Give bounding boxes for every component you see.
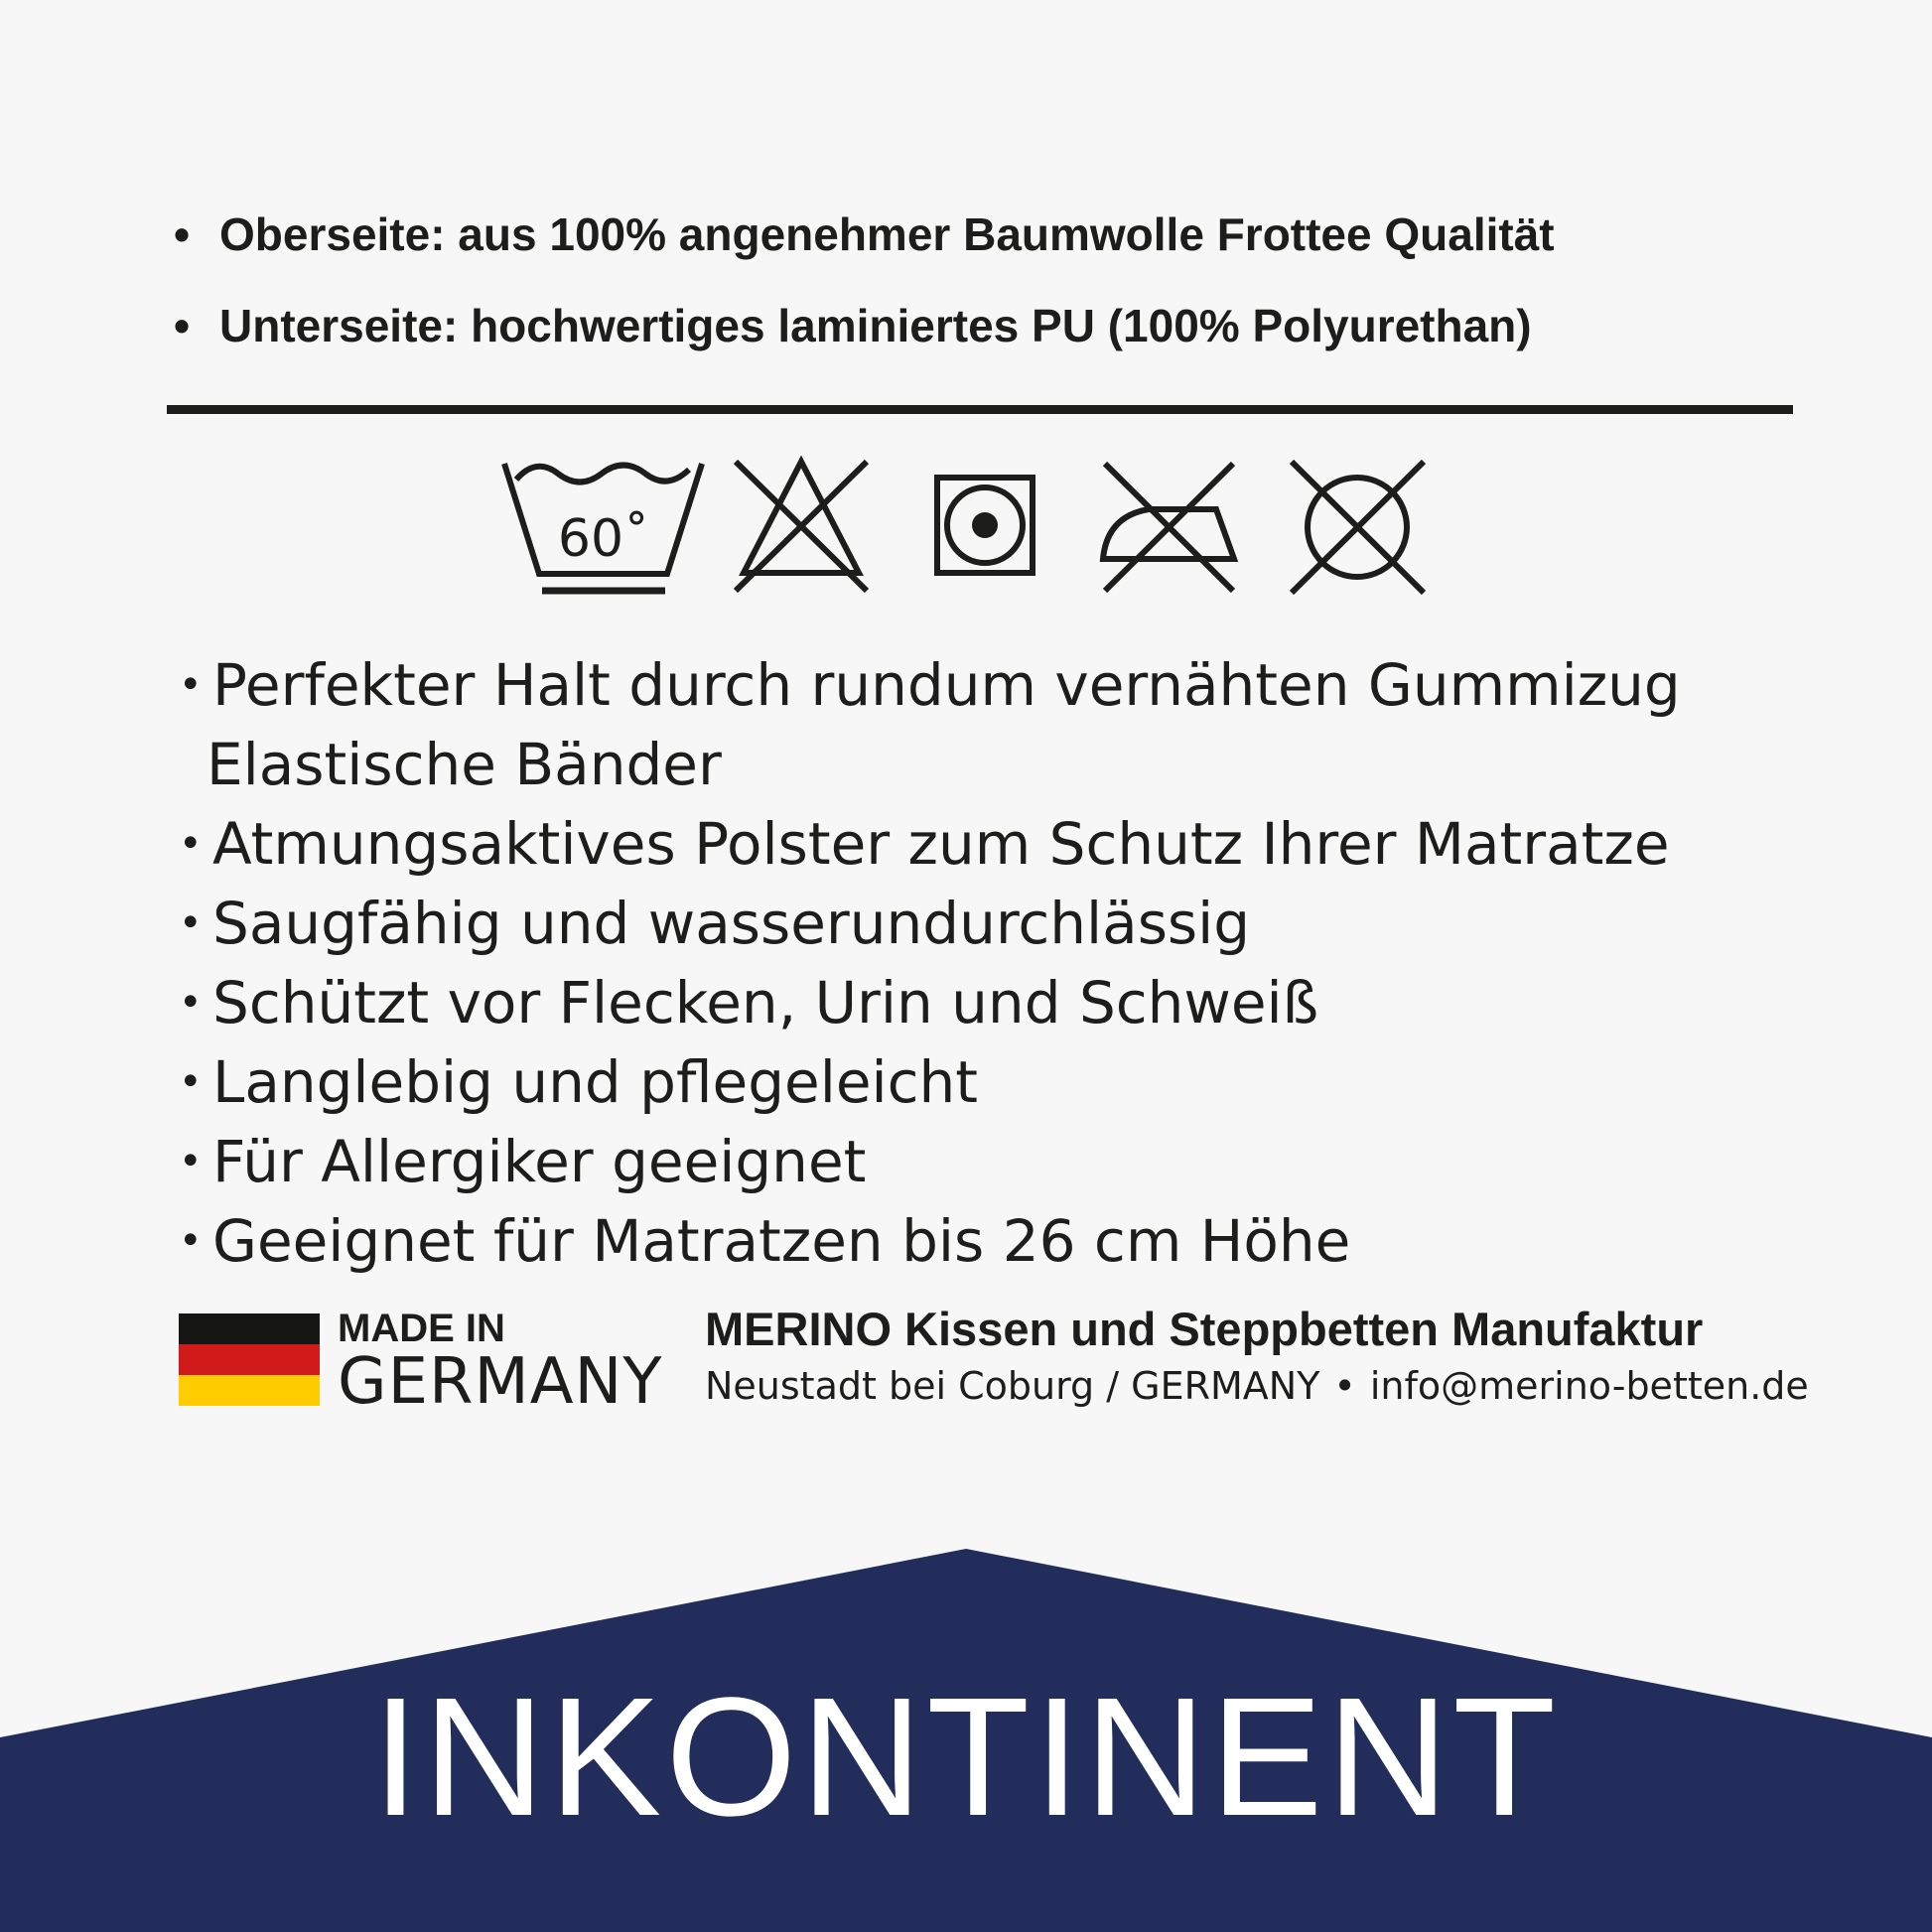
tumble-dry-icon xyxy=(930,452,1039,601)
no-bleach-icon xyxy=(732,452,871,601)
material-specs xyxy=(174,189,1555,371)
wash-60-icon xyxy=(496,452,705,601)
list-item: • Für Allergiker geeignet xyxy=(179,1122,1681,1201)
made-in-text: MADE IN xyxy=(338,1307,505,1350)
company-name: MERINO Kissen und Steppbetten Manufaktur xyxy=(705,1303,1704,1355)
company-info xyxy=(705,1301,1809,1414)
germany-text: GERMANY xyxy=(338,1345,663,1419)
company-location: Neustadt bei Coburg / GERMANY xyxy=(705,1364,1320,1408)
care-symbols xyxy=(496,452,1449,601)
feature-list xyxy=(179,645,1681,1281)
list-item xyxy=(179,645,1681,804)
list-item: • Geeignet für Matratzen bis 26 cm Höhe xyxy=(179,1201,1681,1281)
spec-bottom-side: • Unterseite: hochwertiges laminiertes PU (100% Polyurethan) xyxy=(174,280,1555,371)
spec-top-side: • Oberseite: aus 100% angenehmer Baumwolle Frottee Qualität xyxy=(174,189,1555,280)
company-email: info@merino-betten.de xyxy=(1369,1364,1809,1408)
feature-text-continuation: Elastische Bänder xyxy=(207,731,722,798)
german-flag-icon xyxy=(179,1313,320,1406)
list-item: • Saugfähig und wasserundurchlässig xyxy=(179,884,1681,963)
list-item: • Langlebig und pflegeleicht xyxy=(179,1042,1681,1122)
divider-line xyxy=(167,405,1793,414)
made-in-germany-label xyxy=(338,1307,663,1419)
no-iron-icon xyxy=(1097,452,1241,601)
company-address xyxy=(705,1358,1809,1414)
no-dry-clean-icon xyxy=(1286,452,1430,601)
feature-text: Perfekter Halt durch rundum vernähten Gummizug xyxy=(212,651,1681,719)
separator: • xyxy=(1333,1364,1356,1408)
list-item: • Atmungsaktives Polster zum Schutz Ihrer Matratze xyxy=(179,804,1681,884)
wash-temperature-label: 60˚ xyxy=(557,509,650,569)
list-item: • Schützt vor Flecken, Urin und Schweiß xyxy=(179,963,1681,1042)
product-title: INKONTINENT xyxy=(371,1663,1561,1852)
